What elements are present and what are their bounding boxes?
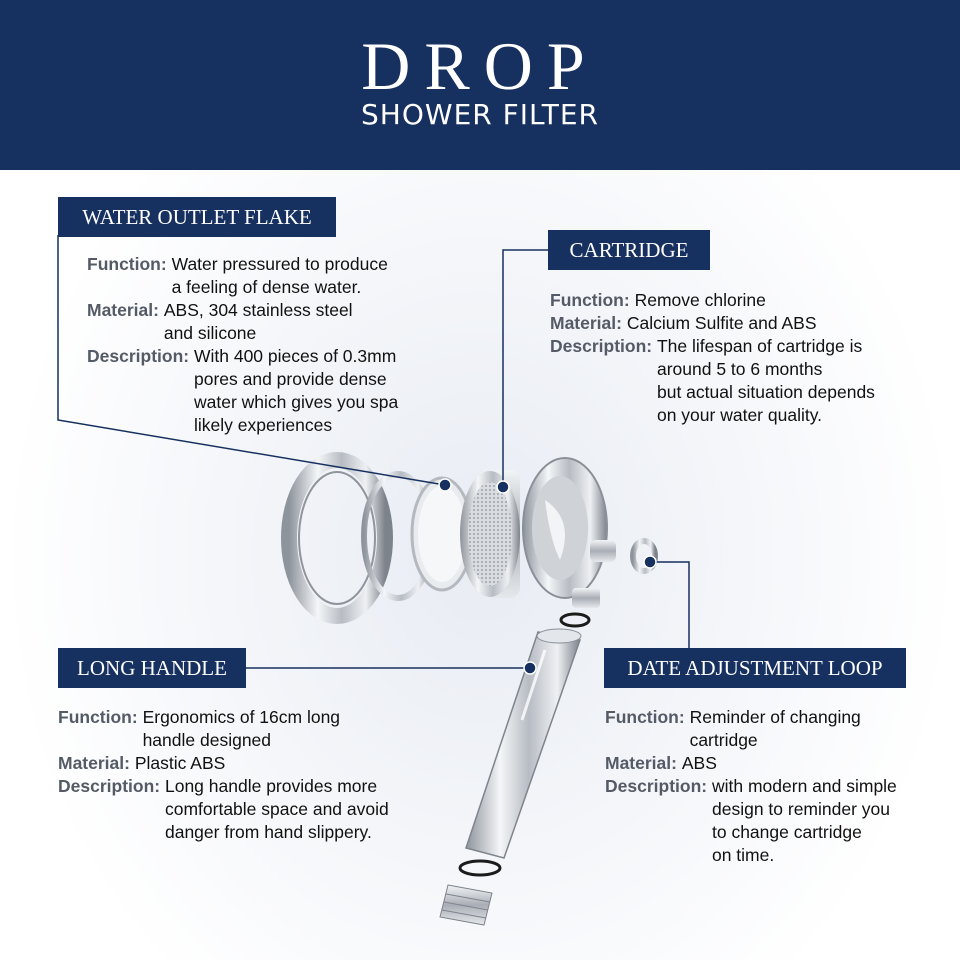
description-value: With 400 pieces of 0.3mm pores and provide dense water which gives you spa likely experiences	[193, 346, 399, 435]
function-value: Ergonomics of 16cm long handle designed	[142, 707, 341, 750]
function-key: Function:	[550, 290, 630, 310]
description-value: with modern and simple design to reminder you to change cartridge on time.	[711, 776, 897, 865]
callout-line-cartridge	[503, 250, 548, 487]
material-key: Material:	[605, 753, 677, 773]
label-long-handle: LONG HANDLE	[58, 648, 246, 688]
material-key: Material:	[550, 313, 622, 333]
description-value: Long handle provides more comfortable space and avoid danger from hand slippery.	[164, 776, 389, 842]
material-value: Plastic ABS	[134, 753, 226, 773]
label-date-adjustment-loop: DATE ADJUSTMENT LOOP	[604, 648, 906, 688]
bottom-o-ring-part	[460, 861, 500, 875]
long-handle-part	[466, 629, 581, 858]
material-value: ABS	[681, 753, 717, 773]
o-ring-part	[561, 614, 589, 626]
callout-dot-adjustment-loop	[644, 556, 656, 568]
callout-dot-long-handle	[524, 662, 536, 674]
shower-head-part	[523, 458, 616, 608]
function-value: Water pressured to produce a feeling of dense water.	[171, 254, 388, 297]
function-key: Function:	[605, 707, 685, 727]
info-date-adjustment-loop	[605, 706, 955, 867]
function-key: Function:	[87, 254, 167, 274]
callout-line-adjustment-loop	[650, 562, 689, 655]
info-water-outlet-flake	[87, 253, 467, 437]
label-cartridge: CARTRIDGE	[548, 230, 710, 270]
description-value: The lifespan of cartridge is around 5 to 6 months but actual situation depends on your water quality.	[656, 336, 875, 425]
description-key: Description:	[58, 776, 161, 796]
description-key: Description:	[87, 346, 190, 366]
function-value: Reminder of changing cartridge	[689, 707, 861, 750]
material-key: Material:	[58, 753, 130, 773]
description-key: Description:	[605, 776, 708, 796]
outer-ring-part	[289, 460, 385, 616]
brand-subtitle: SHOWER FILTER	[361, 98, 599, 131]
description-key: Description:	[550, 336, 653, 356]
connector-part	[440, 885, 492, 925]
label-water-outlet-flake: WATER OUTLET FLAKE	[58, 197, 336, 237]
material-value: Calcium Sulfite and ABS	[626, 313, 817, 333]
material-key: Material:	[87, 300, 159, 320]
brand-title: DROP	[361, 28, 599, 104]
info-long-handle	[58, 706, 458, 844]
callout-dot-cartridge	[497, 481, 509, 493]
info-cartridge	[550, 289, 950, 427]
function-key: Function:	[58, 707, 138, 727]
material-value: ABS, 304 stainless steel and silicone	[163, 300, 353, 343]
cartridge-part	[460, 470, 520, 598]
function-value: Remove chlorine	[634, 290, 766, 310]
callout-dot-outlet-flake	[439, 479, 451, 491]
